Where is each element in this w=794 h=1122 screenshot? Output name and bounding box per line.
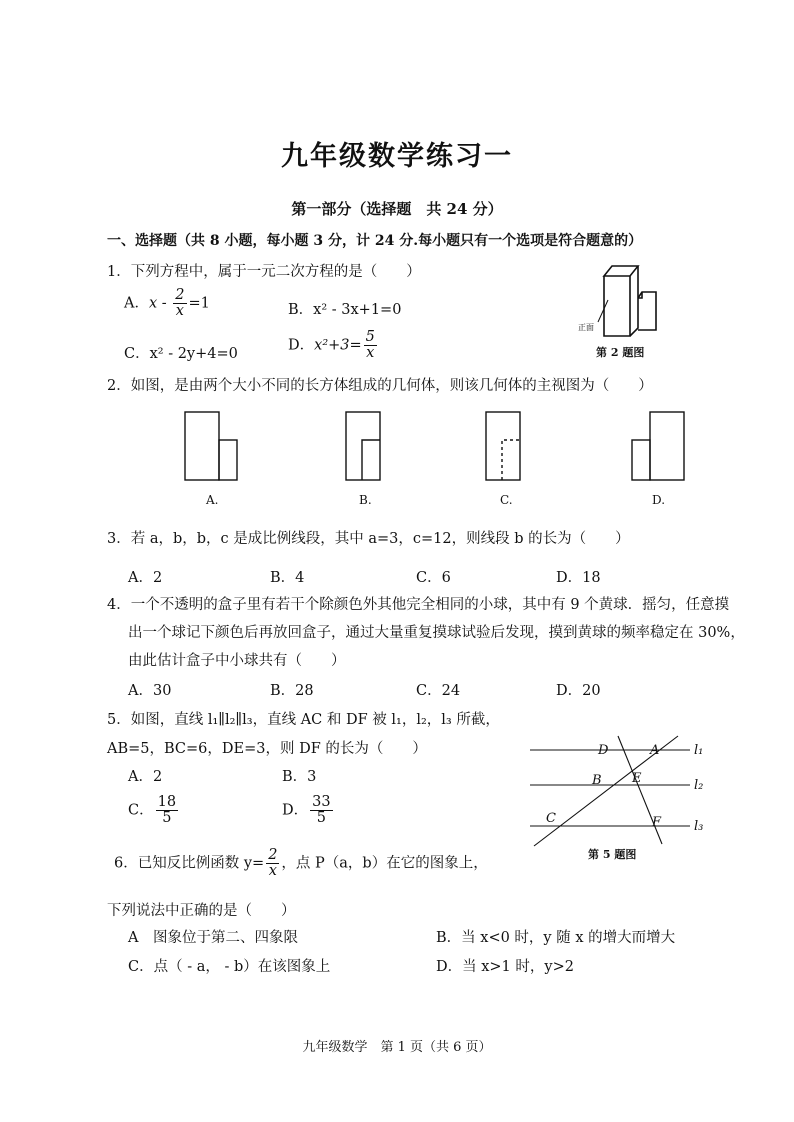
q4-option-d: D．20 [556, 683, 601, 699]
q5-d-num: 33 [312, 794, 331, 810]
q6-post: ，点 P（a，b）在它的图象上， [281, 855, 488, 872]
q5-line-1: 5．如图，直线 l₁∥l₂∥l₃，直线 AC 和 DF 被 l₁，l₂，l₃ 所截， [107, 712, 500, 728]
q5-c-fraction [156, 795, 178, 826]
q3-option-a: A．2 [128, 570, 163, 586]
page-title: 九年级数学练习一 [281, 141, 513, 172]
q1-stem: 1．下列方程中，属于一元二次方程的是（ ） [107, 264, 421, 280]
q1-a-label: A． [124, 295, 149, 312]
q6-option-a: A 图象位于第二、四象限 [128, 930, 298, 946]
q5-c-label: C． [128, 802, 154, 819]
q3-option-d: D．18 [556, 570, 601, 586]
q5-figure [530, 736, 730, 846]
q5-c-den: 5 [162, 810, 172, 827]
q2-option-b-drawing [344, 410, 384, 482]
q1-a-fraction [173, 288, 186, 319]
q4-line-1: 4．一个不透明的盒子里有若干个除颜色外其他完全相同的小球，其中有 9 个黄球．摇匀，任意摸 [107, 597, 730, 613]
q2-option-c-label: C. [500, 493, 513, 507]
q4-option-b: B．28 [270, 683, 314, 699]
q5-d-label: D． [282, 802, 309, 819]
q6-option-c: C．点（ - a， - b）在该图象上 [128, 959, 331, 975]
q2-option-d-label: D. [652, 493, 666, 507]
q3-option-c: C．6 [416, 570, 451, 586]
section-heading: 一、选择题（共 8 小题，每小题 3 分，计 24 分.每小题只有一个选项是符合题意的） [107, 233, 643, 249]
q6-pre: 6．已知反比例函数 y= [114, 855, 265, 872]
label-l2: l₂ [694, 778, 704, 793]
label-l1: l₁ [694, 743, 704, 758]
q2-solid-figure [598, 262, 658, 342]
q1-d-den: x [366, 345, 375, 362]
q1-a-den: x [175, 303, 184, 320]
point-a: A [650, 743, 660, 758]
q2-stem: 2．如图，是由两个大小不同的长方体组成的几何体，则该几何体的主视图为（ ） [107, 378, 653, 394]
q1-d-fraction [364, 330, 377, 361]
q6-option-b: B．当 x<0 时，y 随 x 的增大而增大 [436, 930, 676, 946]
q5-option-a: A．2 [128, 769, 163, 785]
q4-line-3: 由此估计盒子中小球共有（ ） [128, 653, 346, 669]
part-heading: 第一部分（选择题 共 24 分） [291, 200, 503, 218]
q6-fraction [266, 848, 279, 879]
q4-option-c: C．24 [416, 683, 461, 699]
q3-stem: 3．若 a，b，b，c 是成比例线段，其中 a=3，c=12，则线段 b 的长为（ ） [107, 531, 630, 547]
q1-option-c: C．x² - 2y+4=0 [124, 346, 238, 362]
point-c: C [546, 811, 556, 826]
q2-front-label: 正面 [578, 323, 594, 332]
q1-option-b: B．x² - 3x+1=0 [288, 302, 402, 318]
page-footer: 九年级数学 第 1 页（共 6 页） [302, 1040, 492, 1055]
q2-option-a-drawing [183, 410, 243, 482]
q5-option-c [128, 795, 180, 826]
q5-figure-caption: 第 5 题图 [588, 848, 637, 861]
point-d: D [598, 743, 609, 758]
q6-num: 2 [268, 847, 278, 863]
q3-option-b: B．4 [270, 570, 305, 586]
q2-option-a-label: A. [206, 493, 219, 507]
q5-d-den: 5 [316, 810, 326, 827]
q2-option-b-label: B. [359, 493, 372, 507]
q6-stem [114, 848, 488, 879]
q1-d-pre: x²+3= [314, 337, 362, 354]
q5-option-d [282, 795, 335, 826]
q5-line-2: AB=5，BC=6，DE=3，则 DF 的长为（ ） [107, 741, 427, 757]
label-l3: l₃ [694, 819, 704, 834]
q1-d-label: D． [288, 337, 315, 354]
point-b: B [592, 773, 602, 788]
q6-line-2: 下列说法中正确的是（ ） [107, 903, 296, 919]
q2-option-d-drawing [630, 410, 690, 482]
q6-den: x [268, 863, 277, 880]
q1-a-post: =1 [188, 295, 210, 312]
q1-option-d [288, 330, 379, 361]
q5-option-b: B．3 [282, 769, 317, 785]
point-e: E [632, 771, 642, 786]
q6-option-d: D．当 x>1 时，y>2 [436, 959, 574, 975]
point-f: F [652, 815, 662, 830]
q5-d-fraction [310, 795, 332, 826]
q5-c-num: 18 [157, 794, 177, 810]
q1-d-num: 5 [365, 329, 375, 345]
q1-option-a [124, 288, 210, 319]
q4-option-a: A．30 [128, 683, 172, 699]
q4-line-2: 出一个球记下颜色后再放回盒子，通过大量重复摸球试验后发现，摸到黄球的频率稳定在 30%， [128, 625, 745, 641]
q2-option-c-drawing [484, 410, 524, 482]
q1-a-num: 2 [175, 287, 185, 303]
q2-figure-caption: 第 2 题图 [596, 346, 645, 359]
q1-a-pre: x - [148, 295, 172, 312]
